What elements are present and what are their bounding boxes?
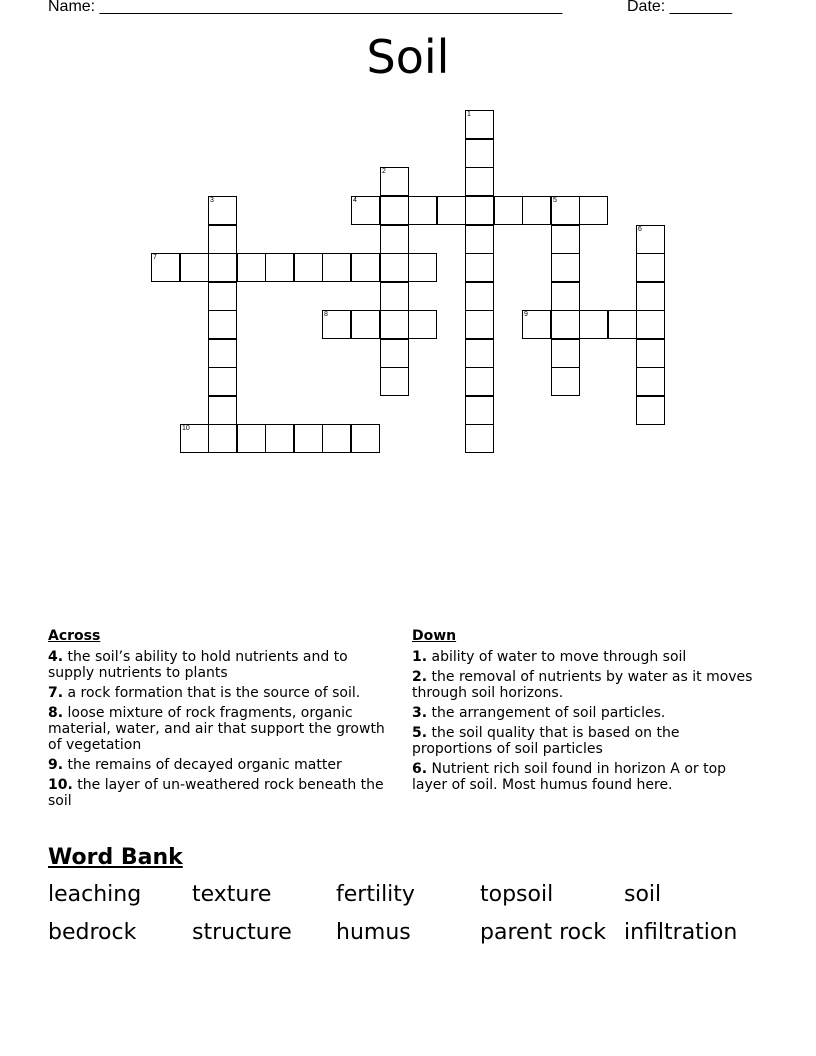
- grid-cell[interactable]: [180, 253, 209, 282]
- grid-cell[interactable]: [380, 367, 409, 396]
- grid-cell[interactable]: [351, 196, 380, 225]
- down-clue: [412, 649, 757, 665]
- grid-cell[interactable]: [322, 310, 351, 339]
- grid-cell[interactable]: [437, 196, 466, 225]
- clue-number-label: 3.: [412, 705, 428, 721]
- clue-number-label: 4.: [48, 649, 64, 665]
- clue-number: 9: [524, 311, 528, 318]
- grid-cell[interactable]: [522, 310, 551, 339]
- grid-cell[interactable]: [551, 282, 580, 311]
- grid-cell[interactable]: [208, 339, 237, 368]
- grid-cell[interactable]: [465, 310, 494, 339]
- grid-cell[interactable]: [551, 225, 580, 254]
- grid-cell[interactable]: [208, 282, 237, 311]
- grid-cell[interactable]: [208, 253, 237, 282]
- page-title: Soil: [366, 30, 450, 84]
- down-clue-list: [412, 649, 757, 793]
- grid-cell[interactable]: [208, 424, 237, 453]
- grid-cell[interactable]: [579, 310, 608, 339]
- down-clue: [412, 761, 757, 793]
- across-clues: [48, 628, 393, 813]
- grid-cell[interactable]: [237, 424, 266, 453]
- grid-cell[interactable]: [551, 339, 580, 368]
- grid-cell[interactable]: [380, 225, 409, 254]
- clue-text: the layer of un-weathered rock beneath the soil: [48, 777, 384, 809]
- word-bank-title: Word Bank: [48, 845, 183, 870]
- clue-number-label: 9.: [48, 757, 64, 773]
- word-bank-word: leaching: [48, 882, 142, 907]
- word-bank-word: soil: [624, 882, 662, 907]
- clue-number-label: 6.: [412, 761, 428, 777]
- grid-cell[interactable]: [465, 110, 494, 139]
- grid-cell[interactable]: [465, 396, 494, 425]
- word-bank-word: bedrock: [48, 920, 137, 945]
- grid-cell[interactable]: [608, 310, 637, 339]
- grid-cell[interactable]: [408, 310, 437, 339]
- word-bank-word: structure: [192, 920, 292, 945]
- clue-number: 7: [153, 254, 157, 261]
- down-clue: [412, 705, 757, 721]
- grid-cell[interactable]: [408, 196, 437, 225]
- clue-number: 8: [324, 311, 328, 318]
- across-clue: [48, 685, 393, 701]
- grid-cell[interactable]: [494, 196, 523, 225]
- grid-cell[interactable]: [465, 139, 494, 168]
- across-clue: [48, 705, 393, 753]
- name-field[interactable]: Name: ____________________________________________________: [48, 0, 563, 15]
- grid-cell[interactable]: [551, 310, 580, 339]
- grid-cell[interactable]: [465, 196, 494, 225]
- grid-cell[interactable]: [265, 253, 294, 282]
- grid-cell[interactable]: [380, 282, 409, 311]
- grid-cell[interactable]: [465, 282, 494, 311]
- grid-cell[interactable]: [636, 396, 665, 425]
- grid-cell[interactable]: [380, 339, 409, 368]
- grid-cell[interactable]: [180, 424, 209, 453]
- grid-cell[interactable]: [465, 424, 494, 453]
- grid-cell[interactable]: [380, 196, 409, 225]
- grid-cell[interactable]: [551, 367, 580, 396]
- clue-number-label: 10.: [48, 777, 73, 793]
- clue-number: 6: [638, 226, 642, 233]
- grid-cell[interactable]: [322, 424, 351, 453]
- grid-cell[interactable]: [351, 253, 380, 282]
- grid-cell[interactable]: [636, 253, 665, 282]
- clue-number-label: 7.: [48, 685, 64, 701]
- grid-cell[interactable]: [465, 167, 494, 196]
- grid-cell[interactable]: [208, 196, 237, 225]
- grid-cell[interactable]: [408, 253, 437, 282]
- clue-number-label: 2.: [412, 669, 428, 685]
- grid-cell[interactable]: [380, 167, 409, 196]
- grid-cell[interactable]: [522, 196, 551, 225]
- grid-cell[interactable]: [208, 396, 237, 425]
- word-bank-word: humus: [336, 920, 411, 945]
- across-clue: [48, 649, 393, 681]
- grid-cell[interactable]: [579, 196, 608, 225]
- word-bank-word: fertility: [336, 882, 415, 907]
- grid-cell[interactable]: [208, 310, 237, 339]
- grid-cell[interactable]: [151, 253, 180, 282]
- clue-number-label: 1.: [412, 649, 428, 665]
- grid-cell[interactable]: [465, 225, 494, 254]
- clue-text: Nutrient rich soil found in horizon A or top layer of soil. Most humus found here.: [412, 761, 727, 793]
- grid-cell[interactable]: [636, 339, 665, 368]
- grid-cell[interactable]: [636, 225, 665, 254]
- clue-number: 5: [553, 197, 557, 204]
- clue-text: the arrangement of soil particles.: [427, 705, 666, 721]
- clue-text: the removal of nutrients by water as it moves through soil horizons.: [412, 669, 753, 701]
- across-heading: Across: [48, 628, 101, 644]
- across-clue: [48, 777, 393, 809]
- clue-text: the soil’s ability to hold nutrients and to supply nutrients to plants: [48, 649, 348, 681]
- grid-cell[interactable]: [208, 225, 237, 254]
- grid-cell[interactable]: [551, 196, 580, 225]
- word-bank-word: parent rock: [480, 920, 606, 945]
- grid-cell[interactable]: [465, 367, 494, 396]
- grid-cell[interactable]: [294, 424, 323, 453]
- word-bank-word: texture: [192, 882, 272, 907]
- grid-cell[interactable]: [465, 339, 494, 368]
- grid-cell[interactable]: [208, 367, 237, 396]
- clue-text: a rock formation that is the source of soil.: [63, 685, 361, 701]
- grid-cell[interactable]: [351, 424, 380, 453]
- grid-cell[interactable]: [265, 424, 294, 453]
- date-field[interactable]: Date: _______: [627, 0, 732, 15]
- down-heading: Down: [412, 628, 457, 644]
- grid-cell[interactable]: [351, 310, 380, 339]
- across-clue: [48, 757, 393, 773]
- across-clue-list: [48, 649, 393, 809]
- grid-cell[interactable]: [636, 367, 665, 396]
- word-bank-word: topsoil: [480, 882, 554, 907]
- down-clues: [412, 628, 757, 797]
- clue-text: loose mixture of rock fragments, organic material, water, and air that support the growth of vegetation: [48, 705, 385, 753]
- clue-text: ability of water to move through soil: [427, 649, 687, 665]
- grid-cell[interactable]: [465, 253, 494, 282]
- clue-number: 2: [382, 168, 386, 175]
- clue-number-label: 8.: [48, 705, 64, 721]
- grid-cell[interactable]: [237, 253, 266, 282]
- word-bank-word: infiltration: [624, 920, 738, 945]
- clue-number-label: 5.: [412, 725, 428, 741]
- down-clue: [412, 725, 757, 757]
- grid-cell[interactable]: [380, 253, 409, 282]
- grid-cell[interactable]: [636, 310, 665, 339]
- clue-number: 1: [467, 111, 471, 118]
- grid-cell[interactable]: [551, 253, 580, 282]
- down-clue: [412, 669, 757, 701]
- clue-number: 3: [210, 197, 214, 204]
- clue-text: the soil quality that is based on the proportions of soil particles: [412, 725, 680, 757]
- grid-cell[interactable]: [322, 253, 351, 282]
- grid-cell[interactable]: [636, 282, 665, 311]
- grid-cell[interactable]: [294, 253, 323, 282]
- grid-cell[interactable]: [380, 310, 409, 339]
- clue-number: 10: [182, 425, 190, 432]
- clue-number: 4: [353, 197, 357, 204]
- clue-text: the remains of decayed organic matter: [63, 757, 342, 773]
